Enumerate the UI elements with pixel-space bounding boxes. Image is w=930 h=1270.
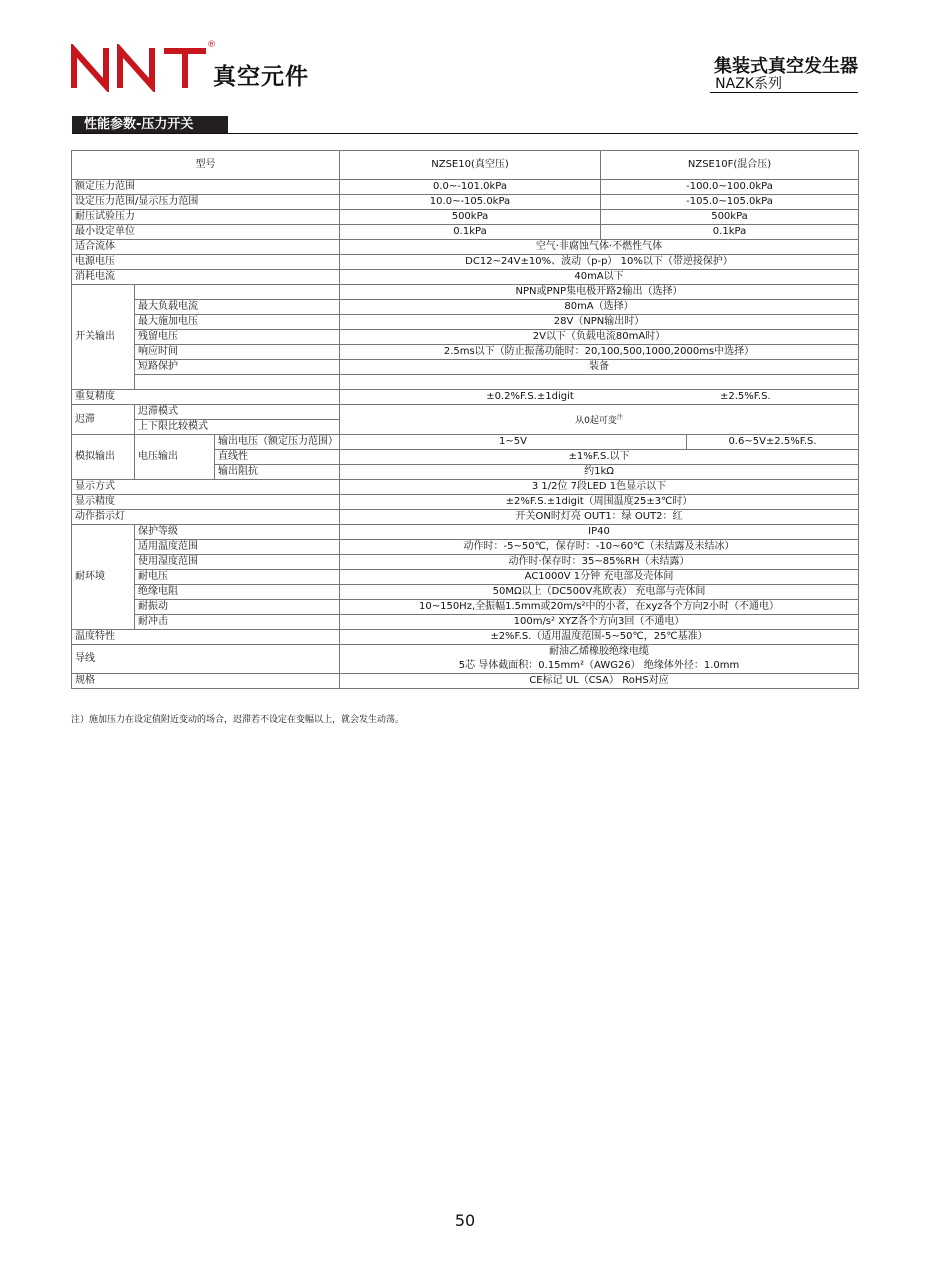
group-label: 开关输出 — [72, 285, 135, 390]
table-row — [72, 345, 859, 360]
brand-subtitle: 真空元件 — [213, 64, 309, 90]
row-label: 设定压力范围/显示压力范围 — [72, 195, 340, 210]
model-label: 型号 — [72, 151, 340, 180]
table-row — [72, 555, 859, 570]
model-b: NZSE10F(混合压) — [601, 151, 859, 180]
row-label: 规格 — [72, 674, 340, 689]
table-row — [72, 285, 859, 300]
row-label: 使用湿度范围 — [135, 555, 340, 570]
table-row — [72, 360, 859, 375]
cell-value: IP40 — [340, 525, 859, 540]
cell-value: DC12~24V±10%、波动（p-p） 10%以下（带逆接保护） — [340, 255, 859, 270]
cell-value — [340, 405, 859, 435]
table-row — [72, 480, 859, 495]
table-row — [72, 330, 859, 345]
table-row — [72, 570, 859, 585]
cell-value: 1~5V — [340, 435, 687, 450]
row-label: 短路保护 — [135, 360, 340, 375]
row-label: 输出阻抗 — [215, 465, 340, 480]
repeat-b: ±2.5%F.S. — [720, 391, 771, 402]
cell-value: 0.6~5V±2.5%F.S. — [687, 435, 859, 450]
table-row — [72, 585, 859, 600]
row-label: 温度特性 — [72, 630, 340, 645]
cell-value: -100.0~100.0kPa — [601, 180, 859, 195]
row-label: 电源电压 — [72, 255, 340, 270]
cell-value — [340, 390, 859, 405]
table-row — [72, 645, 859, 674]
lead-line-2: 5芯 导体截面积：0.15mm²（AWG26） 绝缘体外径：1.0mm — [458, 660, 740, 671]
table-row — [72, 540, 859, 555]
table-row — [72, 210, 859, 225]
table-row — [72, 525, 859, 540]
table-row — [72, 195, 859, 210]
cell-value: ±2%F.S.±1digit（周围温度25±3℃时） — [340, 495, 859, 510]
nnt-logo-icon — [70, 44, 210, 92]
table-row — [72, 600, 859, 615]
cell-value: 0.1kPa — [340, 225, 601, 240]
table-row — [72, 435, 859, 450]
row-label: 输出电压（额定压力范围） — [215, 435, 340, 450]
row-label: 显示方式 — [72, 480, 340, 495]
row-label: 最大施加电压 — [135, 315, 340, 330]
cell-value: 40mA以下 — [340, 270, 859, 285]
row-label: 导线 — [72, 645, 340, 674]
cell-value: 空气·非腐蚀气体·不燃性气体 — [340, 240, 859, 255]
cell-value: 10~150Hz,全振幅1.5mm或20m/s²中的小者，在xyz各个方向2小时（不通电） — [340, 600, 859, 615]
row-label: 耐电压 — [135, 570, 340, 585]
cell-value: CE标记 UL（CSA） RoHS对应 — [340, 674, 859, 689]
table-row — [72, 180, 859, 195]
row-label: 响应时间 — [135, 345, 340, 360]
cell-value: 0.1kPa — [601, 225, 859, 240]
cell-value: 50MΩ以上（DC500V兆欧表） 充电部与壳体间 — [340, 585, 859, 600]
row-label: 适合流体 — [72, 240, 340, 255]
table-row — [72, 225, 859, 240]
row-label: 绝缘电阻 — [135, 585, 340, 600]
cell-value: 0.0~-101.0kPa — [340, 180, 601, 195]
table-row — [72, 300, 859, 315]
row-label: 最大负载电流 — [135, 300, 340, 315]
registered-mark: ® — [207, 40, 216, 50]
spec-table — [71, 150, 859, 689]
table-row — [72, 630, 859, 645]
cell-value: 装备 — [340, 360, 859, 375]
hyst-value: 从0起可变 — [575, 416, 617, 426]
cell-value: ±2%F.S.（适用温度范围-5~50℃，25℃基准） — [340, 630, 859, 645]
note-mark: 注 — [616, 414, 623, 421]
section-title: 性能参数-压力开关 — [72, 116, 228, 134]
row-label: 直线性 — [215, 450, 340, 465]
group-label: 迟滞 — [72, 405, 135, 435]
document-title: 集装式真空发生器 — [714, 56, 858, 77]
cell-value: 10.0~-105.0kPa — [340, 195, 601, 210]
table-row — [72, 151, 859, 180]
cell-value — [340, 645, 859, 674]
row-label: 迟滞模式 — [135, 405, 340, 420]
row-label: 耐振动 — [135, 600, 340, 615]
cell-value: 2V以下（负载电流80mA时） — [340, 330, 859, 345]
cell-value: AC1000V 1分钟 充电部及壳体间 — [340, 570, 859, 585]
group-label: 电压输出 — [135, 435, 215, 480]
table-row — [72, 510, 859, 525]
cell-value: -105.0~105.0kPa — [601, 195, 859, 210]
table-row — [72, 390, 859, 405]
row-label: 耐冲击 — [135, 615, 340, 630]
cell-value: 80mA（选择） — [340, 300, 859, 315]
repeat-a: ±0.2%F.S.±1digit — [486, 391, 574, 402]
row-label: 上下限比较模式 — [135, 420, 340, 435]
table-row — [72, 375, 859, 390]
table-row — [72, 495, 859, 510]
cell-value: 3 1/2位 7段LED 1色显示以下 — [340, 480, 859, 495]
row-label: 最小设定单位 — [72, 225, 340, 240]
cell-value: 500kPa — [601, 210, 859, 225]
series-name: NAZK系列 — [715, 76, 782, 92]
cell-value: 开关ON时灯亮 OUT1：绿 OUT2：红 — [340, 510, 859, 525]
table-row — [72, 674, 859, 689]
cell-value: ±1%F.S.以下 — [340, 450, 859, 465]
cell-empty — [135, 375, 340, 390]
cell-value: NPN或PNP集电极开路2输出（选择） — [340, 285, 859, 300]
table-row — [72, 270, 859, 285]
row-label: 显示精度 — [72, 495, 340, 510]
cell-value: 500kPa — [340, 210, 601, 225]
header-divider — [710, 92, 858, 93]
lead-line-1: 耐油乙烯橡胶绝缘电缆 — [549, 646, 649, 657]
group-label: 耐环境 — [72, 525, 135, 630]
group-label: 模拟输出 — [72, 435, 135, 480]
table-row — [72, 615, 859, 630]
row-label: 消耗电流 — [72, 270, 340, 285]
page-number: 50 — [454, 1211, 476, 1230]
table-row — [72, 240, 859, 255]
row-label: 额定压力范围 — [72, 180, 340, 195]
row-label: 残留电压 — [135, 330, 340, 345]
cell-value: 100m/s² XYZ各个方向3回（不通电） — [340, 615, 859, 630]
row-label: 耐压试验压力 — [72, 210, 340, 225]
table-row — [72, 315, 859, 330]
cell-value: 28V（NPN输出时） — [340, 315, 859, 330]
row-label: 动作指示灯 — [72, 510, 340, 525]
cell-value: 动作时·保存时：35~85%RH（未结露） — [340, 555, 859, 570]
cell-empty — [135, 285, 340, 300]
table-row — [72, 405, 859, 420]
section-divider — [72, 133, 858, 134]
row-label: 重复精度 — [72, 390, 340, 405]
table-row — [72, 255, 859, 270]
cell-empty — [340, 375, 859, 390]
footnote: 注）施加压力在设定值附近变动的场合，迟滞若不设定在变幅以上，就会发生动荡。 — [71, 715, 405, 725]
row-label: 保护等级 — [135, 525, 340, 540]
row-label: 适用温度范围 — [135, 540, 340, 555]
cell-value: 2.5ms以下（防止振荡功能时：20,100,500,1000,2000ms中选择） — [340, 345, 859, 360]
model-a: NZSE10(真空压) — [340, 151, 601, 180]
cell-value: 约1kΩ — [340, 465, 859, 480]
cell-value: 动作时：-5~50℃，保存时：-10~60℃（未结露及未结冰） — [340, 540, 859, 555]
